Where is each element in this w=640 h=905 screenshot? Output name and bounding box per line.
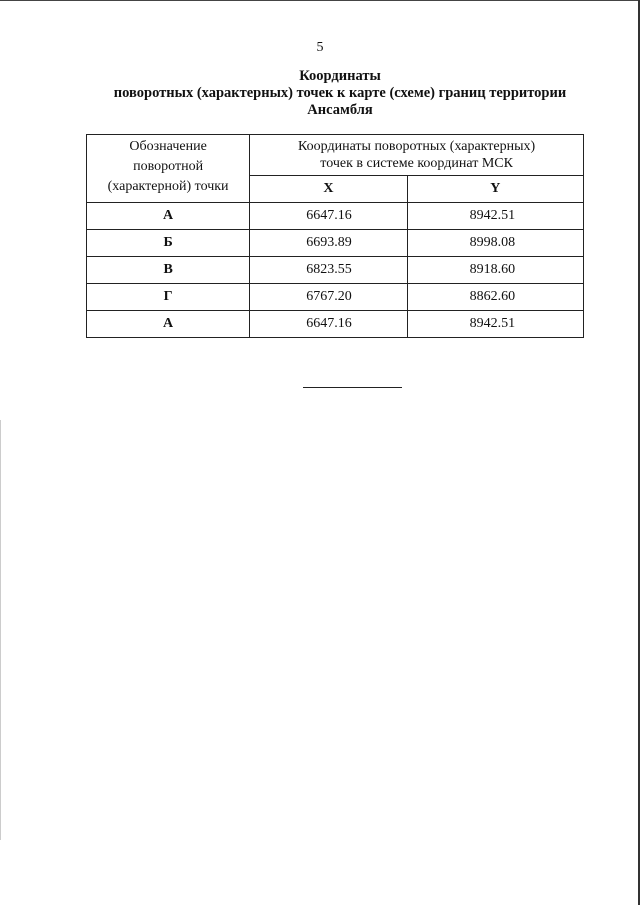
table-body [87, 203, 584, 338]
page-edge-top [0, 0, 640, 1]
document-title [60, 68, 620, 119]
table-row [87, 257, 584, 284]
header-designation-line-2: поворотной [133, 159, 204, 174]
header-coordinates-system [250, 135, 584, 176]
title-line-2: поворотных (характерных) точек к карте (схеме) границ территории [113, 85, 567, 101]
coord-y: 8918.60 [407, 257, 583, 284]
point-label: Б [87, 230, 250, 257]
end-rule [303, 387, 402, 388]
header-designation-line-3: (характерной) точки [107, 179, 229, 194]
coord-x: 6693.89 [250, 230, 407, 257]
header-coords-line-2: точек в системе координат МСК [320, 155, 513, 171]
coord-x: 6823.55 [250, 257, 407, 284]
coord-y: 8862.60 [407, 284, 583, 311]
title-line-1: Координаты [299, 68, 381, 84]
header-coords-line-1: Координаты поворотных (характерных) [298, 138, 536, 154]
header-designation-line-1: Обозначение [129, 139, 207, 154]
point-label: В [87, 257, 250, 284]
table-row [87, 284, 584, 311]
coordinates-table [86, 134, 584, 338]
table-row [87, 311, 584, 338]
table-row [87, 203, 584, 230]
point-label: А [87, 203, 250, 230]
title-line-3: Ансамбля [307, 102, 373, 118]
table-row [87, 230, 584, 257]
coord-y: 8942.51 [407, 203, 583, 230]
point-label: А [87, 311, 250, 338]
page-edge-left [0, 420, 1, 840]
coord-x: 6647.16 [250, 311, 407, 338]
page-number: 5 [316, 40, 324, 55]
coord-y: 8998.08 [407, 230, 583, 257]
point-label: Г [87, 284, 250, 311]
header-point-designation [87, 135, 250, 203]
coord-x: 6767.20 [250, 284, 407, 311]
table-header-row [87, 135, 584, 176]
coord-x: 6647.16 [250, 203, 407, 230]
header-y: Y [407, 175, 583, 202]
coord-y: 8942.51 [407, 311, 583, 338]
header-x: X [250, 175, 407, 202]
